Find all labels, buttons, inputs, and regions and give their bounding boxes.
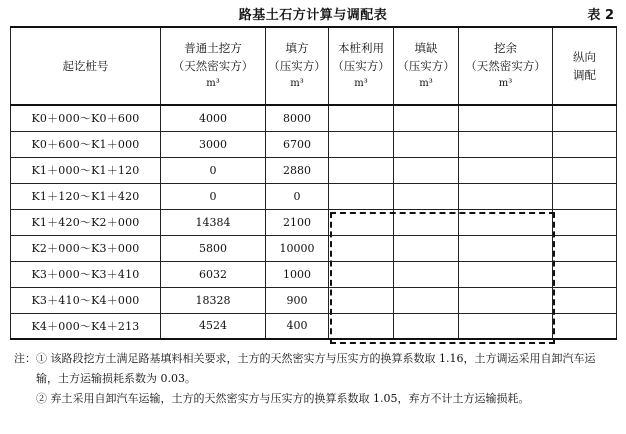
- cell-surplus: [459, 209, 553, 235]
- header-surplus-basis: （天然密实方）: [465, 59, 546, 73]
- cell-shortfall: [394, 105, 459, 131]
- cell-longitudinal: [553, 261, 617, 287]
- cell-fill: 2880: [266, 157, 329, 183]
- header-reuse: [329, 27, 394, 105]
- notes-label: 注：: [14, 352, 36, 365]
- cell-fill: 900: [266, 287, 329, 313]
- header-longitudinal-line2: 调配: [573, 68, 596, 82]
- header-shortfall-basis: （压实方）: [397, 59, 455, 73]
- header-reuse-basis: （压实方）: [332, 59, 390, 73]
- cell-surplus: [459, 131, 553, 157]
- cell-station: K0＋000～K0＋600: [11, 105, 161, 131]
- table-row: [11, 235, 617, 261]
- cell-shortfall: [394, 131, 459, 157]
- cell-excavation: 18328: [161, 287, 266, 313]
- header-longitudinal: [553, 27, 617, 105]
- header-shortfall-unit: m³: [419, 78, 433, 89]
- header-fill: [266, 27, 329, 105]
- header-reuse-unit: m³: [354, 78, 368, 89]
- cell-shortfall: [394, 183, 459, 209]
- cell-surplus: [459, 157, 553, 183]
- cell-station: K2＋000～K3＋000: [11, 235, 161, 261]
- header-station: [11, 27, 161, 105]
- table-title: 路基土石方计算与调配表: [238, 8, 388, 23]
- header-surplus-name: 挖余: [494, 41, 517, 55]
- cell-surplus: [459, 287, 553, 313]
- cell-shortfall: [394, 261, 459, 287]
- cell-shortfall: [394, 313, 459, 339]
- cell-longitudinal: [553, 105, 617, 131]
- header-fill-basis: （压实方）: [268, 59, 326, 73]
- cell-reuse: [329, 131, 394, 157]
- header-surplus: [459, 27, 553, 105]
- header-excavation-unit: m³: [206, 78, 220, 89]
- cell-longitudinal: [553, 209, 617, 235]
- table-row: [11, 261, 617, 287]
- cell-fill: 6700: [266, 131, 329, 157]
- header-excavation-name: 普通土挖方: [184, 41, 242, 55]
- header-longitudinal-line1: 纵向: [573, 50, 596, 64]
- cell-longitudinal: [553, 157, 617, 183]
- table-row: [11, 105, 617, 131]
- cell-surplus: [459, 183, 553, 209]
- header-fill-unit: m³: [290, 78, 304, 89]
- cell-station: K1＋000～K1＋120: [11, 157, 161, 183]
- cell-fill: 400: [266, 313, 329, 339]
- cell-station: K1＋120～K1＋420: [11, 183, 161, 209]
- cell-longitudinal: [553, 131, 617, 157]
- cell-excavation: 6032: [161, 261, 266, 287]
- note-text: ① 该路段挖方土满足路基填料相关要求，土方的天然密实方与压实方的换算系数取 1.16，土方调运采用自卸汽车运输，土方运输损耗系数为 0.03。: [36, 352, 596, 385]
- cell-excavation: 14384: [161, 209, 266, 235]
- cell-shortfall: [394, 287, 459, 313]
- cell-longitudinal: [553, 313, 617, 339]
- cell-fill: 8000: [266, 105, 329, 131]
- cell-reuse: [329, 183, 394, 209]
- table-row: [11, 209, 617, 235]
- cell-shortfall: [394, 235, 459, 261]
- cell-longitudinal: [553, 287, 617, 313]
- cell-shortfall: [394, 157, 459, 183]
- cell-surplus: [459, 261, 553, 287]
- note-text: ② 弃土采用自卸汽车运输，土方的天然密实方与压实方的换算系数取 1.05，弃方不计土方运输损耗。: [36, 392, 530, 405]
- cell-excavation: 3000: [161, 131, 266, 157]
- cell-station: K0＋600～K1＋000: [11, 131, 161, 157]
- cell-shortfall: [394, 209, 459, 235]
- cell-station: K4＋000～K4＋213: [11, 313, 161, 339]
- table-row: [11, 183, 617, 209]
- cell-reuse: [329, 105, 394, 131]
- header-excavation: [161, 27, 266, 105]
- cell-excavation: 0: [161, 157, 266, 183]
- cell-surplus: [459, 105, 553, 131]
- header-surplus-unit: m³: [498, 78, 513, 89]
- cell-reuse: [329, 261, 394, 287]
- cell-fill: 10000: [266, 235, 329, 261]
- cell-reuse: [329, 313, 394, 339]
- table-number: 表 2: [587, 8, 614, 23]
- cell-fill: 1000: [266, 261, 329, 287]
- table-row: [11, 131, 617, 157]
- header-shortfall-name: 填缺: [414, 41, 438, 55]
- table-row: [11, 313, 617, 339]
- table-row: [11, 287, 617, 313]
- cell-surplus: [459, 313, 553, 339]
- cell-station: K1＋420～K2＋000: [11, 209, 161, 235]
- header-excavation-basis: （天然密实方）: [172, 59, 254, 73]
- table-row: [11, 157, 617, 183]
- cell-longitudinal: [553, 235, 617, 261]
- cell-longitudinal: [553, 183, 617, 209]
- cell-excavation: 0: [161, 183, 266, 209]
- note-item: [14, 389, 616, 409]
- header-station-label: 起讫桩号: [62, 59, 109, 73]
- cell-excavation: 4524: [161, 313, 266, 339]
- cell-station: K3＋410～K4＋000: [11, 287, 161, 313]
- cell-excavation: 4000: [161, 105, 266, 131]
- header-fill-name: 填方: [285, 41, 309, 55]
- cell-fill: 0: [266, 183, 329, 209]
- earthwork-table: [10, 26, 617, 340]
- cell-reuse: [329, 287, 394, 313]
- cell-excavation: 5800: [161, 235, 266, 261]
- cell-fill: 2100: [266, 209, 329, 235]
- header-shortfall: [394, 27, 459, 105]
- cell-reuse: [329, 235, 394, 261]
- cell-station: K3＋000～K3＋410: [11, 261, 161, 287]
- note-item: [14, 349, 616, 389]
- header-row: [11, 27, 617, 105]
- cell-reuse: [329, 209, 394, 235]
- cell-reuse: [329, 157, 394, 183]
- notes-section: [14, 349, 616, 409]
- cell-surplus: [459, 235, 553, 261]
- header-reuse-name: 本桩利用: [338, 41, 384, 55]
